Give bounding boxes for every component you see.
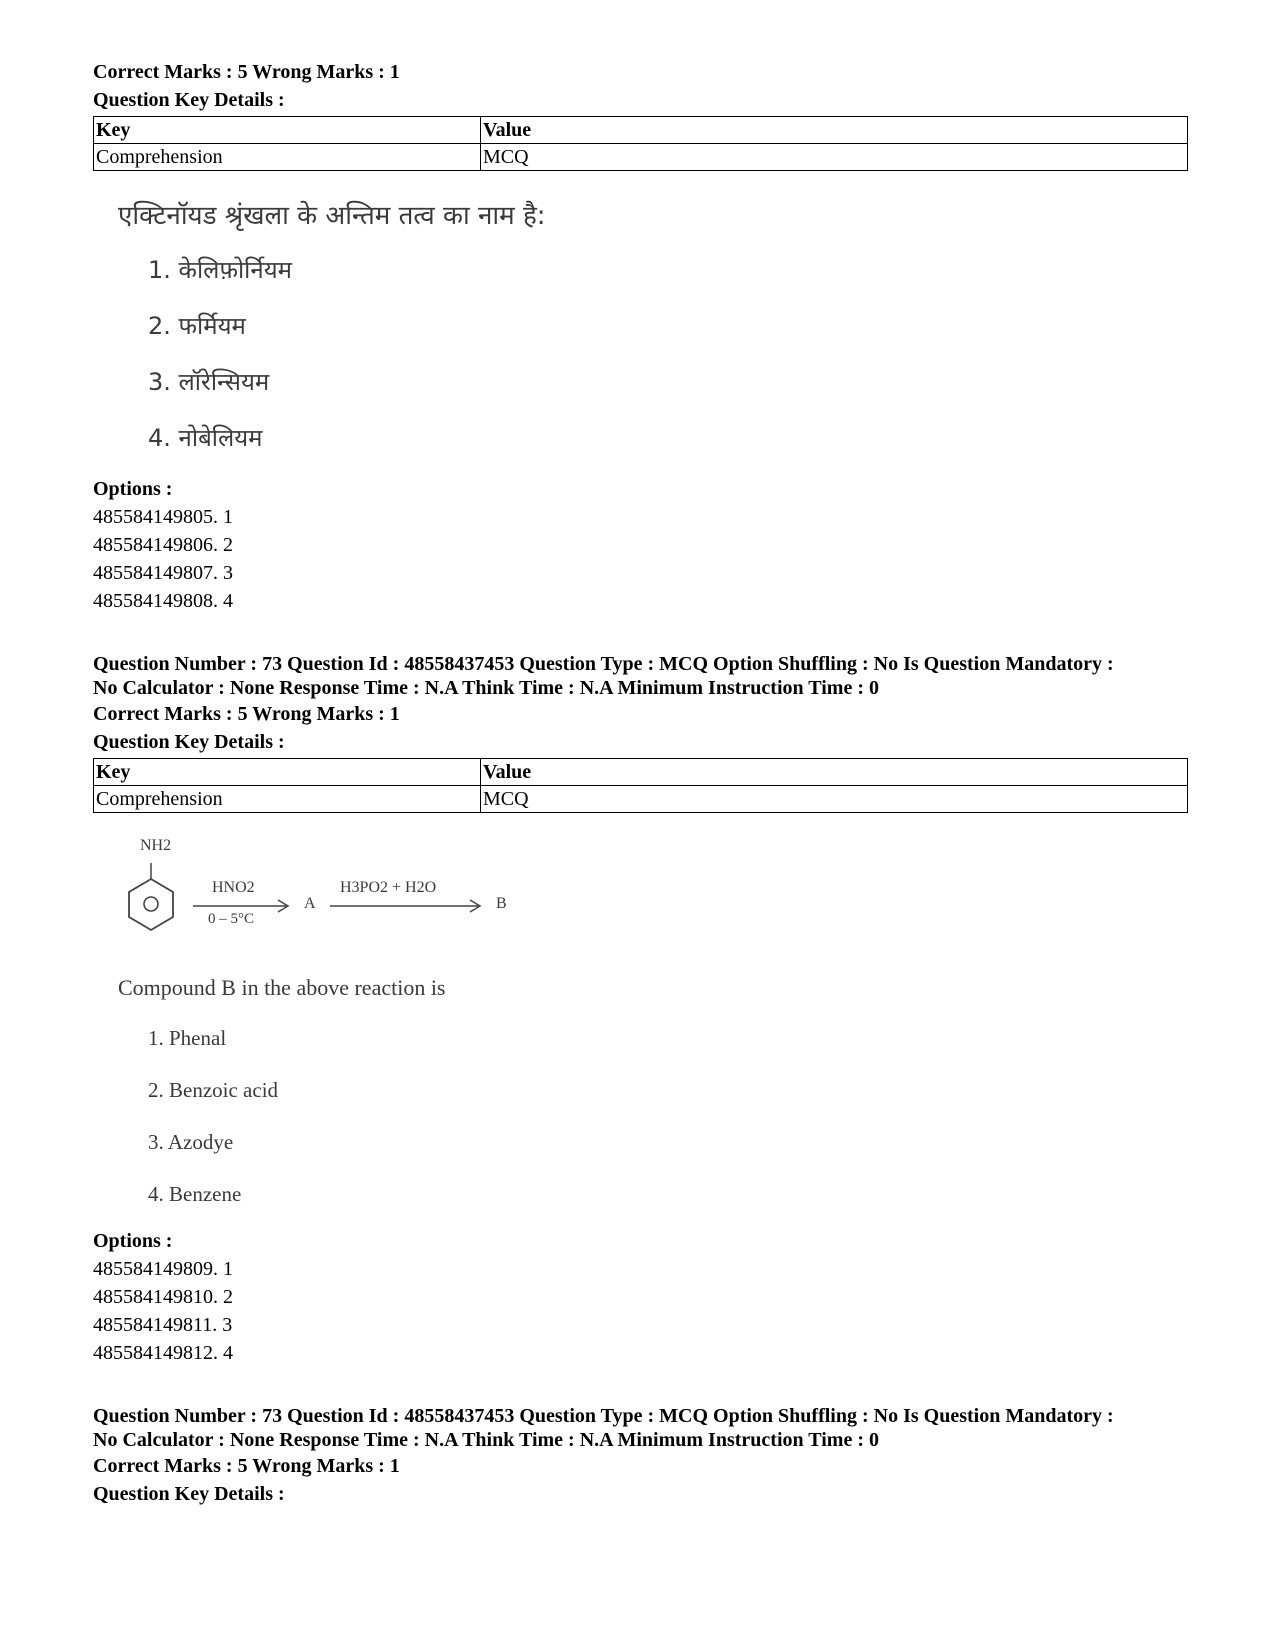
question-option: 3. Azodye bbox=[148, 1130, 234, 1154]
table-cell-key: Comprehension bbox=[94, 144, 481, 171]
table-header-key: Key bbox=[94, 117, 481, 144]
marks-line: Correct Marks : 5 Wrong Marks : 1 bbox=[93, 61, 400, 83]
marks-line: Correct Marks : 5 Wrong Marks : 1 bbox=[93, 703, 400, 725]
table-row bbox=[94, 144, 1188, 171]
reagent-top-label: HNO2 bbox=[212, 879, 255, 896]
question-option: 4. नोबेलियम bbox=[148, 424, 263, 452]
question-header-line1: Question Number : 73 Question Id : 48558437453 Question Type : MCQ Option Shuffling : No Is Question Mandatory : bbox=[93, 653, 1114, 675]
marks-line: Correct Marks : 5 Wrong Marks : 1 bbox=[93, 1455, 400, 1477]
question-text: एक्टिनॉयड श्रृंखला के अन्तिम तत्व का नाम है: bbox=[118, 201, 546, 231]
table-header-row bbox=[94, 759, 1188, 786]
key-details-label: Question Key Details : bbox=[93, 89, 285, 111]
table-row bbox=[94, 786, 1188, 813]
question-option: 3. लॉरेन्सियम bbox=[148, 368, 270, 396]
table-header-key: Key bbox=[94, 759, 481, 786]
reaction-scheme bbox=[118, 837, 538, 967]
question-option: 2. Benzoic acid bbox=[148, 1078, 279, 1102]
option-item: 485584149807. 3 bbox=[93, 562, 233, 584]
product-label: B bbox=[496, 895, 507, 912]
table-cell-value: MCQ bbox=[481, 786, 1188, 813]
substituent-label: NH2 bbox=[140, 837, 172, 854]
question-option: 2. फर्मियम bbox=[148, 312, 246, 340]
question-header-line1: Question Number : 73 Question Id : 48558437453 Question Type : MCQ Option Shuffling : No Is Question Mandatory : bbox=[93, 1405, 1114, 1427]
benzene-ring-diagram bbox=[118, 837, 538, 967]
table-cell-value: MCQ bbox=[481, 144, 1188, 171]
question-option: 1. केलिफ़ोर्नियम bbox=[148, 256, 292, 284]
question-option: 1. Phenal bbox=[148, 1026, 227, 1050]
options-label: Options : bbox=[93, 1230, 173, 1252]
option-item: 485584149812. 4 bbox=[93, 1342, 233, 1364]
key-details-table bbox=[93, 758, 1188, 813]
options-label: Options : bbox=[93, 478, 173, 500]
document-page bbox=[93, 58, 1188, 1508]
key-details-label: Question Key Details : bbox=[93, 731, 285, 753]
table-header-row bbox=[94, 117, 1188, 144]
question-image bbox=[118, 201, 1188, 453]
table-header-value: Value bbox=[481, 759, 1188, 786]
question-header-line2: No Calculator : None Response Time : N.A Think Time : N.A Minimum Instruction Time : 0 bbox=[93, 1429, 879, 1451]
option-item: 485584149805. 1 bbox=[93, 506, 233, 528]
intermediate-label: A bbox=[304, 895, 316, 912]
option-item: 485584149811. 3 bbox=[93, 1314, 233, 1336]
reagent-second-label: H3PO2 + H2O bbox=[340, 879, 437, 896]
question-text: Compound B in the above reaction is bbox=[118, 975, 446, 1000]
option-item: 485584149810. 2 bbox=[93, 1286, 233, 1308]
option-item: 485584149806. 2 bbox=[93, 534, 233, 556]
option-item: 485584149808. 4 bbox=[93, 590, 233, 612]
key-details-label: Question Key Details : bbox=[93, 1483, 285, 1505]
table-cell-key: Comprehension bbox=[94, 786, 481, 813]
key-details-table bbox=[93, 116, 1188, 171]
question-option: 4. Benzene bbox=[148, 1182, 242, 1206]
table-header-value: Value bbox=[481, 117, 1188, 144]
option-item: 485584149809. 1 bbox=[93, 1258, 233, 1280]
question-header-line2: No Calculator : None Response Time : N.A Think Time : N.A Minimum Instruction Time : 0 bbox=[93, 677, 879, 699]
question-image bbox=[118, 837, 1188, 1209]
reagent-bottom-label: 0 – 5°C bbox=[208, 911, 255, 927]
